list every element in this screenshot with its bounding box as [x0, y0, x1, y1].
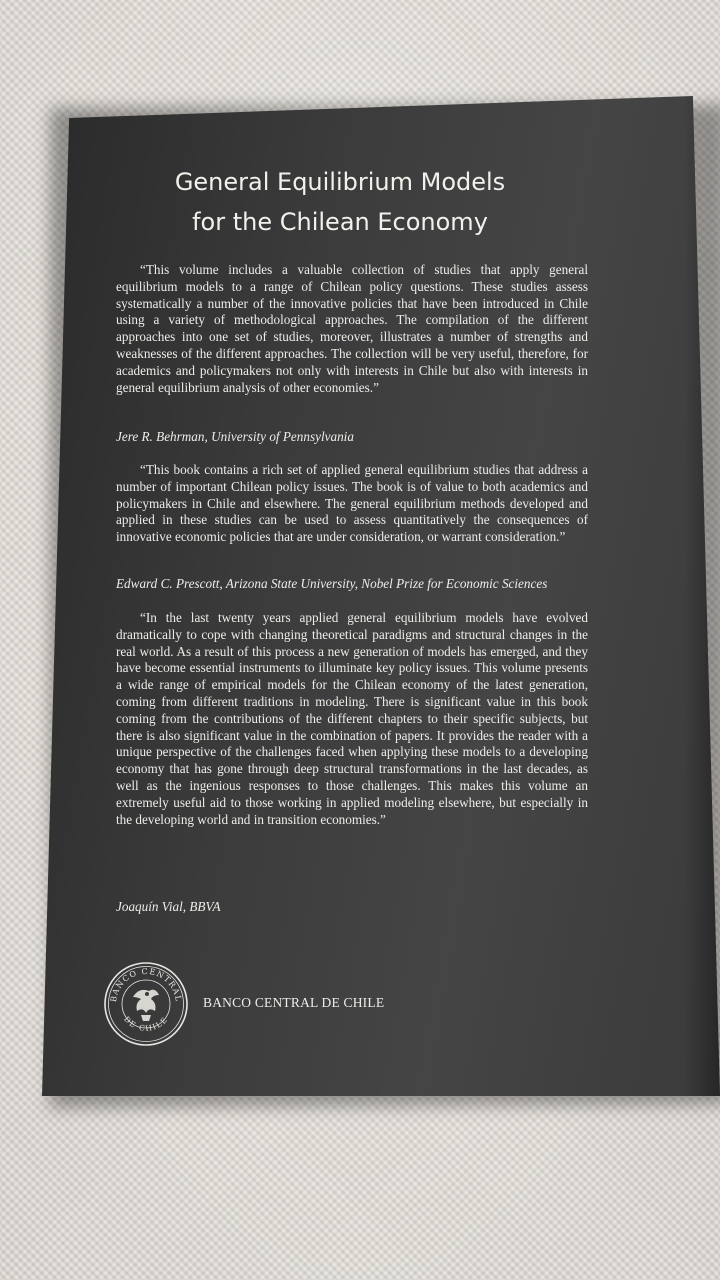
- book-back-cover: [42, 96, 720, 1096]
- review-attribution-1: Jere R. Behrman, University of Pennsylvania: [116, 429, 354, 444]
- review-quote-2: “This book contains a rich set of applied general equilibrium studies that address a number of important Chilean policy issues. The book is of value to both academics and policymakers in Chile and elsewhere. The general equilibrium methods developed and applied in these studies can be used to assess quantitatively the consequences of innovative economic policies that are under consideration, or warrant consideration.”: [116, 462, 588, 545]
- review-attribution-3: Joaquín Vial, BBVA: [116, 899, 221, 914]
- seal-text-bottom: DE CHILE: [122, 1014, 170, 1033]
- publisher-name: BANCO CENTRAL DE CHILE: [203, 995, 385, 1010]
- seal-text-top: BANCO CENTRAL: [108, 966, 184, 1003]
- review-quote-1: “This volume includes a valuable collection of studies that apply general equilibrium models to a range of Chilean policy questions. These studies assess systematically a number of the innovative policies that have been introduced in Chile using a variety of methodological approaches. The compilation of the different approaches into one set of studies, moreover, illustrates a number of strengths and weaknesses of the different approaches. The collection will be very useful, therefore, for academics and policymakers not only with interests in Chile but also with interests in general equilibrium analysis of other economies.”: [116, 262, 588, 395]
- book-title-line-1: General Equilibrium Models: [174, 168, 506, 196]
- book-title-line-2: for the Chilean Economy: [192, 208, 488, 236]
- central-bank-seal-icon: [103, 961, 189, 1047]
- review-attribution-2: Edward C. Prescott, Arizona State University, Nobel Prize for Economic Sciences: [116, 576, 548, 591]
- review-quote-3: “In the last twenty years applied general equilibrium models have evolved dramatically to cope with changing theoretical paradigms and structural changes in the real world. As a result of this process a new generation of models has emerged, and they have become essential instruments to illuminate key policy issues. This volume presents a wide range of empirical models for the Chilean economy of the latest generation, coming from different traditions in modeling. There is significant value in this book coming from the contributions of the different chapters to their specific subjects, but there is also significant value in the combination of papers. It provides the reader with a unique perspective of the challenges faced when applying these models to a developing economy that has gone through deep structural transformations in the last decades, as well as the ingenious responses to those challenges. This makes this volume an extremely useful aid to those working in applied modeling elsewhere, but especially in the developing world and in transition economies.”: [116, 610, 588, 827]
